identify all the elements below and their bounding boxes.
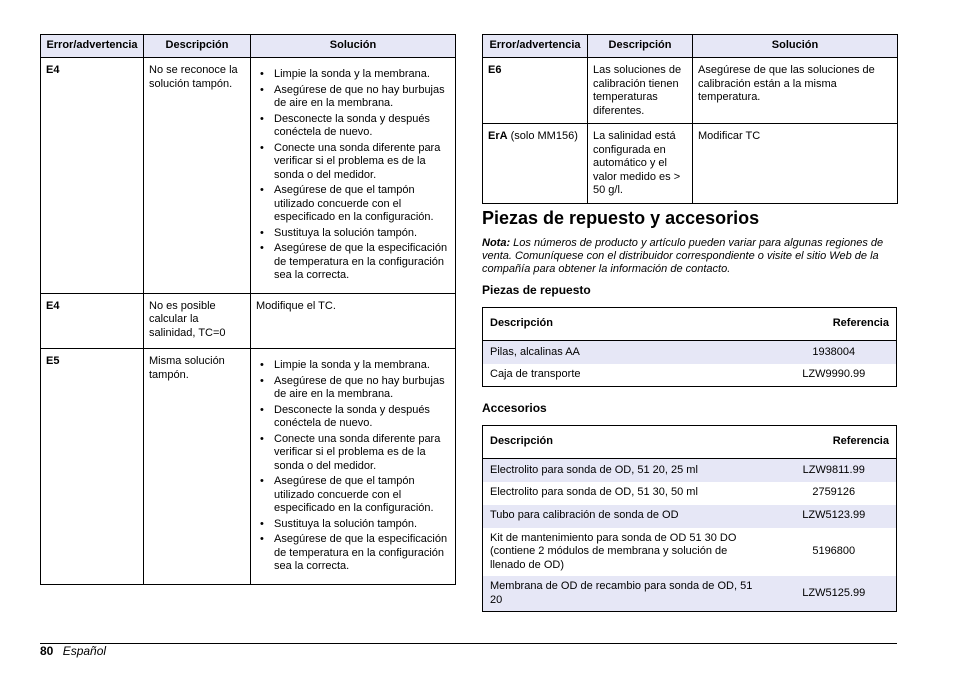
- list-item: • Desconecte la sonda y después conéctela de nuevo.: [256, 113, 450, 140]
- list-item: • Asegúrese de que la especificación de temperatura en la configuración sea la correcta.: [256, 533, 450, 574]
- spare-parts-heading: Piezas de repuesto: [482, 283, 591, 297]
- error-code-cell: [483, 124, 588, 204]
- header-description: Descripción: [588, 35, 693, 58]
- list-item: • Limpie la sonda y la membrana.: [256, 359, 450, 373]
- accessory-reference: LZW5123.99: [772, 505, 897, 528]
- part-reference: 1938004: [772, 341, 897, 364]
- table-row: [483, 364, 897, 387]
- header-solution: Solución: [693, 35, 898, 58]
- error-code: ErA: [488, 130, 508, 142]
- list-item: • Sustituya la solución tampón.: [256, 227, 450, 241]
- header-error: Error/advertencia: [41, 35, 144, 58]
- table-row: [483, 482, 897, 505]
- error-description: La salinidad está configurada en automático y el valor medido es > 50 g/l.: [588, 124, 693, 204]
- error-description: Misma solución tampón.: [144, 349, 251, 585]
- table-row: [483, 341, 897, 364]
- part-description: Pilas, alcalinas AA: [483, 341, 772, 364]
- table-row: [483, 576, 897, 612]
- accessory-description: Tubo para calibración de sonda de OD: [483, 505, 772, 528]
- table-header-row: [41, 35, 456, 58]
- solution-list: [256, 68, 450, 283]
- list-item: • Conecte una sonda diferente para verificar si el problema es de la sonda o del medidor.: [256, 142, 450, 183]
- header-reference: Referencia: [772, 426, 897, 459]
- error-code: E4: [41, 293, 144, 349]
- table-header-row: [483, 426, 897, 459]
- list-item: • Conecte una sonda diferente para verificar si el problema es de la sonda o del medidor.: [256, 433, 450, 474]
- table-row: [41, 349, 456, 585]
- list-item: • Asegúrese de que no hay burbujas de aire en la membrana.: [256, 84, 450, 111]
- list-item: • Desconecte la sonda y después conéctela de nuevo.: [256, 404, 450, 431]
- table-row: [41, 58, 456, 294]
- error-solution: [251, 349, 456, 585]
- accessory-reference: 5196800: [812, 545, 856, 557]
- table-header-row: [483, 308, 897, 341]
- page-number: 80: [40, 644, 54, 658]
- table-row: [483, 58, 898, 124]
- error-code-cell: [483, 58, 588, 124]
- error-table-left: [40, 34, 456, 585]
- table-row: [483, 505, 897, 528]
- table-header-row: [483, 35, 898, 58]
- header-description: Descripción: [483, 426, 772, 459]
- list-item: • Limpie la sonda y la membrana.: [256, 68, 450, 82]
- accessory-reference: LZW5125.99: [772, 576, 897, 612]
- list-item: • Asegúrese de que el tampón utilizado concuerde con el especificado en la configuración.: [256, 475, 450, 516]
- error-code-suffix: (solo MM156): [507, 130, 578, 142]
- header-error: Error/advertencia: [483, 35, 588, 58]
- error-description: No se reconoce la solución tampón.: [144, 58, 251, 294]
- error-solution: Modificar TC: [693, 124, 898, 204]
- header-description: Descripción: [144, 35, 251, 58]
- error-table-right: [482, 34, 898, 204]
- error-code: E6: [488, 64, 502, 76]
- accessory-description: Membrana de OD de recambio para sonda de OD, 51 20: [483, 576, 772, 612]
- list-item: • Asegúrese de que la especificación de temperatura en la configuración sea la correcta.: [256, 242, 450, 283]
- header-description: Descripción: [483, 308, 772, 341]
- error-solution: Asegúrese de que las soluciones de calibración están a la misma temperatura.: [693, 58, 898, 124]
- note-text: Los números de producto y artículo pueden variar para algunas regiones de venta. Comuníquese con el distribuidor correspondiente o visite el sitio Web de la compañía para obtener la información de contacto.: [482, 237, 884, 275]
- header-reference: Referencia: [772, 308, 897, 341]
- section-title: Piezas de repuesto y accesorios: [482, 208, 760, 228]
- list-item: • Sustituya la solución tampón.: [256, 518, 450, 532]
- error-description: No es posible calcular la salinidad, TC=0: [144, 293, 251, 349]
- table-row: [41, 293, 456, 349]
- accessory-reference: 2759126: [812, 486, 856, 499]
- table-row: [483, 528, 897, 577]
- error-code: E5: [41, 349, 144, 585]
- accessory-description: Electrolito para sonda de OD, 51 20, 25 ml: [483, 459, 772, 482]
- table-row: [483, 124, 898, 204]
- error-solution: [251, 58, 456, 294]
- error-code: E4: [41, 58, 144, 294]
- list-item: • Asegúrese de que el tampón utilizado concuerde con el especificado en la configuración.: [256, 184, 450, 225]
- list-item: • Asegúrese de que no hay burbujas de aire en la membrana.: [256, 375, 450, 402]
- accessory-description: Kit de mantenimiento para sonda de OD 51 30 DO (contiene 2 módulos de membrana y solución de llenado de OD): [490, 531, 737, 571]
- header-solution: Solución: [251, 35, 456, 58]
- accessory-description: Electrolito para sonda de OD, 51 30, 50 ml: [490, 486, 698, 499]
- page-footer: [40, 643, 106, 659]
- spare-parts-table: [482, 307, 897, 387]
- accessories-heading: Accesorios: [482, 401, 547, 415]
- solution-list: [256, 359, 450, 574]
- error-description: Las soluciones de calibración tienen temperaturas diferentes.: [588, 58, 693, 124]
- note-label: Nota:: [482, 237, 511, 249]
- table-row: [483, 459, 897, 482]
- error-solution: Modifique el TC.: [251, 293, 456, 349]
- part-description: Caja de transporte: [490, 368, 581, 380]
- part-reference: LZW9990.99: [802, 368, 866, 380]
- accessories-table: [482, 425, 897, 612]
- footer-divider: [40, 643, 897, 644]
- note-paragraph: [482, 237, 897, 276]
- accessory-reference: LZW9811.99: [772, 459, 897, 482]
- footer-language: Español: [62, 644, 107, 658]
